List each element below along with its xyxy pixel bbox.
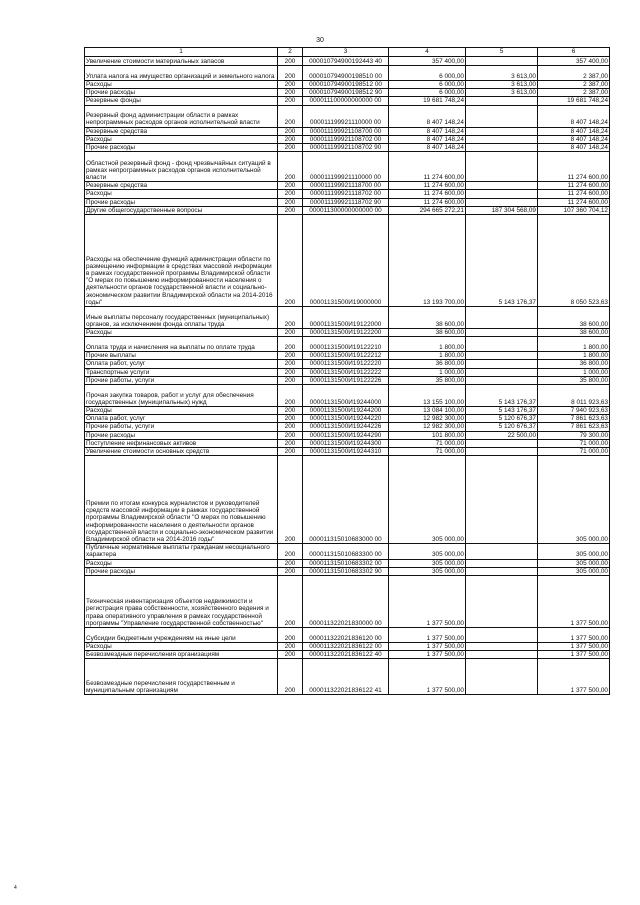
cell-budget-code: 00001131500И19244220 — [303, 415, 389, 423]
cell-approved: 71 000,00 — [389, 439, 466, 447]
cell-approved: 6 000,00 — [389, 81, 466, 89]
cell-executed — [466, 127, 538, 135]
cell-line-code: 200 — [278, 307, 303, 329]
cell-approved: 1 800,00 — [389, 352, 466, 360]
cell-name: Прочие работы, услуги — [85, 423, 278, 431]
cell-name: Прочая закупка товаров, работ и услуг для обеспечения государственных (муниципальных) нужд — [85, 385, 278, 407]
cell-budget-code: 000010794900198512 90 — [303, 89, 389, 97]
table-row — [85, 651, 610, 659]
cell-line-code: 200 — [278, 152, 303, 182]
cell-name: Транспортные услуги — [85, 368, 278, 376]
cell-budget-code: 00001131500И19244290 — [303, 431, 389, 439]
column-header-code: 2 — [278, 48, 303, 57]
cell-budget-code: 000011315010683302 90 — [303, 567, 389, 575]
cell-remaining: 19 681 748,24 — [538, 97, 610, 105]
cell-line-code: 200 — [278, 182, 303, 190]
cell-executed: 5 143 176,37 — [466, 215, 538, 307]
cell-budget-code: 00001131500И19122212 — [303, 352, 389, 360]
cell-approved: 38 600,00 — [389, 329, 466, 337]
cell-line-code: 200 — [278, 337, 303, 352]
cell-remaining: 36 800,00 — [538, 360, 610, 368]
table-row — [85, 66, 610, 81]
cell-approved: 11 274 600,00 — [389, 152, 466, 182]
cell-approved: 12 982 300,00 — [389, 415, 466, 423]
cell-executed — [466, 456, 538, 544]
table-row — [85, 407, 610, 415]
cell-budget-code: 000011199921108700 00 — [303, 127, 389, 135]
cell-executed — [466, 352, 538, 360]
cell-executed — [466, 448, 538, 456]
cell-approved: 13 193 700,00 — [389, 215, 466, 307]
cell-line-code: 200 — [278, 376, 303, 384]
cell-name: Расходы — [85, 407, 278, 415]
cell-name: Резервные фонды — [85, 97, 278, 105]
cell-budget-code: 000011199921118700 00 — [303, 182, 389, 190]
cell-executed: 5 120 676,37 — [466, 423, 538, 431]
cell-remaining: 8 407 148,24 — [538, 105, 610, 127]
cell-remaining: 11 274 600,00 — [538, 198, 610, 206]
cell-line-code: 200 — [278, 643, 303, 651]
table-body — [85, 57, 610, 695]
cell-line-code: 200 — [278, 544, 303, 559]
corner-mark: 4 — [14, 885, 17, 891]
cell-approved: 8 407 148,24 — [389, 135, 466, 143]
cell-budget-code: 000011322021836120 00 — [303, 628, 389, 643]
cell-executed — [466, 135, 538, 143]
cell-budget-code: 000011199921118702 90 — [303, 198, 389, 206]
cell-remaining: 7 940 923,63 — [538, 407, 610, 415]
cell-budget-code: 00001131500И19122200 — [303, 329, 389, 337]
cell-line-code: 200 — [278, 431, 303, 439]
cell-executed — [466, 329, 538, 337]
table-row — [85, 456, 610, 544]
table-header-row — [85, 48, 610, 57]
cell-budget-code: 00001131500И19122210 — [303, 337, 389, 352]
cell-executed — [466, 368, 538, 376]
cell-approved: 305 000,00 — [389, 456, 466, 544]
cell-name: Прочие расходы — [85, 89, 278, 97]
cell-remaining: 1 377 500,00 — [538, 576, 610, 628]
table-row — [85, 376, 610, 384]
cell-executed — [466, 544, 538, 559]
table-row — [85, 198, 610, 206]
cell-approved: 13 084 100,00 — [389, 407, 466, 415]
cell-executed — [466, 337, 538, 352]
cell-remaining: 2 387,00 — [538, 66, 610, 81]
cell-name: Резервные средства — [85, 182, 278, 190]
cell-line-code: 200 — [278, 415, 303, 423]
table-row — [85, 97, 610, 105]
cell-executed: 22 500,00 — [466, 431, 538, 439]
cell-name: Расходы — [85, 329, 278, 337]
table-row — [85, 215, 610, 307]
column-header-name: 1 — [85, 48, 278, 57]
cell-remaining: 79 300,00 — [538, 431, 610, 439]
table-row — [85, 337, 610, 352]
cell-name: Резервные средства — [85, 127, 278, 135]
cell-remaining: 1 800,00 — [538, 337, 610, 352]
cell-executed — [466, 559, 538, 567]
table-row — [85, 448, 610, 456]
cell-remaining: 8 407 148,24 — [538, 135, 610, 143]
cell-budget-code: 00001131500И19244226 — [303, 423, 389, 431]
table-row — [85, 144, 610, 152]
cell-executed — [466, 576, 538, 628]
cell-executed: 3 613,00 — [466, 89, 538, 97]
cell-remaining: 357 400,00 — [538, 57, 610, 66]
cell-remaining: 35 800,00 — [538, 376, 610, 384]
cell-budget-code: 000011315010683302 00 — [303, 559, 389, 567]
cell-budget-code: 000011322021836122 40 — [303, 651, 389, 659]
cell-remaining: 11 274 600,00 — [538, 190, 610, 198]
cell-line-code: 200 — [278, 352, 303, 360]
cell-approved: 11 274 600,00 — [389, 190, 466, 198]
cell-budget-code: 000011199921108702 90 — [303, 144, 389, 152]
cell-line-code: 200 — [278, 105, 303, 127]
cell-budget-code: 00001131500И19122220 — [303, 360, 389, 368]
cell-budget-code: 00001131500И19244310 — [303, 448, 389, 456]
cell-approved: 13 155 100,00 — [389, 385, 466, 407]
cell-executed — [466, 376, 538, 384]
cell-approved: 1 377 500,00 — [389, 628, 466, 643]
cell-budget-code: 000010794900198510 00 — [303, 66, 389, 81]
cell-executed — [466, 152, 538, 182]
table-row — [85, 307, 610, 329]
cell-remaining: 38 600,00 — [538, 307, 610, 329]
cell-name: Расходы — [85, 135, 278, 143]
cell-approved: 6 000,00 — [389, 66, 466, 81]
cell-line-code: 200 — [278, 81, 303, 89]
cell-approved: 101 800,00 — [389, 431, 466, 439]
cell-remaining: 1 377 500,00 — [538, 628, 610, 643]
cell-budget-code: 000011322021830000 00 — [303, 576, 389, 628]
cell-executed — [466, 57, 538, 66]
cell-name: Расходы — [85, 559, 278, 567]
cell-executed — [466, 643, 538, 651]
cell-line-code: 200 — [278, 97, 303, 105]
cell-budget-code: 000010794900198512 00 — [303, 81, 389, 89]
table-row — [85, 352, 610, 360]
cell-budget-code: 000011199921108702 00 — [303, 135, 389, 143]
cell-name: Расходы — [85, 643, 278, 651]
cell-budget-code: 000011100000000000 00 — [303, 97, 389, 105]
cell-remaining: 2 387,00 — [538, 81, 610, 89]
cell-executed: 5 143 176,37 — [466, 407, 538, 415]
table-row — [85, 127, 610, 135]
cell-name: Техническая инвентаризация объектов недвижимости и регистрация права собственности, хозяйственного ведения и права оперативного управления в рамках государственной программы "Управление государственной собственностью" — [85, 576, 278, 628]
cell-remaining: 71 000,00 — [538, 448, 610, 456]
cell-name: Поступление нефинансовых активов — [85, 439, 278, 447]
column-header-kbk: 3 — [303, 48, 389, 57]
table-row — [85, 431, 610, 439]
cell-name: Прочие расходы — [85, 198, 278, 206]
cell-line-code: 200 — [278, 628, 303, 643]
cell-remaining: 1 377 500,00 — [538, 643, 610, 651]
cell-budget-code: 000011315010683300 00 — [303, 544, 389, 559]
table-row — [85, 567, 610, 575]
cell-executed: 3 613,00 — [466, 66, 538, 81]
cell-executed — [466, 190, 538, 198]
cell-remaining: 1 000,00 — [538, 368, 610, 376]
column-header-remaining: 6 — [538, 48, 610, 57]
cell-executed — [466, 360, 538, 368]
cell-approved: 1 377 500,00 — [389, 643, 466, 651]
cell-budget-code: 00001131500И19244300 — [303, 439, 389, 447]
cell-line-code: 200 — [278, 651, 303, 659]
cell-name: Увеличение стоимости основных средств — [85, 448, 278, 456]
cell-executed — [466, 97, 538, 105]
cell-line-code: 200 — [278, 448, 303, 456]
cell-approved: 8 407 148,24 — [389, 144, 466, 152]
table-row — [85, 360, 610, 368]
cell-remaining: 2 387,00 — [538, 89, 610, 97]
table-row — [85, 439, 610, 447]
cell-line-code: 200 — [278, 659, 303, 695]
cell-budget-code: 00001131500И19000000 — [303, 215, 389, 307]
table-row — [85, 423, 610, 431]
cell-name: Расходы на обеспечение функций администрации области по размещению информации в средствах массовой информации в рамках государственной программы Владимирской области "О мерах по повышению информированности населения о деятельности органов государственной власти и социально-экономическом развитии Владимирской области на 2014-2016 годы" — [85, 215, 278, 307]
cell-approved: 1 000,00 — [389, 368, 466, 376]
cell-approved: 36 800,00 — [389, 360, 466, 368]
cell-executed — [466, 439, 538, 447]
table-row — [85, 57, 610, 66]
table-row — [85, 81, 610, 89]
table-row — [85, 105, 610, 127]
cell-line-code: 200 — [278, 89, 303, 97]
cell-line-code: 200 — [278, 360, 303, 368]
cell-line-code: 200 — [278, 407, 303, 415]
cell-executed — [466, 307, 538, 329]
cell-remaining: 1 377 500,00 — [538, 651, 610, 659]
cell-line-code: 200 — [278, 423, 303, 431]
cell-approved: 1 800,00 — [389, 337, 466, 352]
cell-line-code: 200 — [278, 215, 303, 307]
table-row — [85, 576, 610, 628]
cell-remaining: 38 600,00 — [538, 329, 610, 337]
cell-approved: 1 377 500,00 — [389, 576, 466, 628]
table-row — [85, 544, 610, 559]
cell-executed — [466, 651, 538, 659]
cell-line-code: 200 — [278, 385, 303, 407]
cell-budget-code: 00001131500И19122226 — [303, 376, 389, 384]
cell-remaining: 8 407 148,24 — [538, 127, 610, 135]
cell-budget-code: 000011322021836122 41 — [303, 659, 389, 695]
table-row — [85, 368, 610, 376]
table-row — [85, 182, 610, 190]
cell-name: Оплата работ, услуг — [85, 415, 278, 423]
cell-name: Уплата налога на имущество организаций и земельного налога — [85, 66, 278, 81]
table-row — [85, 643, 610, 651]
table-row — [85, 135, 610, 143]
cell-approved: 71 000,00 — [389, 448, 466, 456]
cell-remaining: 8 050 523,63 — [538, 215, 610, 307]
cell-approved: 305 000,00 — [389, 567, 466, 575]
cell-remaining: 11 274 600,00 — [538, 152, 610, 182]
cell-line-code: 200 — [278, 66, 303, 81]
cell-remaining: 71 000,00 — [538, 439, 610, 447]
cell-name: Расходы — [85, 190, 278, 198]
page-number: 30 — [316, 37, 324, 44]
cell-remaining: 11 274 600,00 — [538, 182, 610, 190]
cell-remaining: 1 800,00 — [538, 352, 610, 360]
cell-remaining: 305 000,00 — [538, 567, 610, 575]
cell-name: Прочие выплаты — [85, 352, 278, 360]
cell-budget-code: 000011315010683000 00 — [303, 456, 389, 544]
cell-remaining: 8 407 148,24 — [538, 144, 610, 152]
table-row — [85, 385, 610, 407]
cell-approved: 11 274 600,00 — [389, 182, 466, 190]
cell-executed — [466, 198, 538, 206]
cell-budget-code: 000011322021836122 00 — [303, 643, 389, 651]
cell-approved: 1 377 500,00 — [389, 651, 466, 659]
table-row — [85, 559, 610, 567]
cell-name: Другие общегосударственные вопросы — [85, 206, 278, 214]
cell-name: Безвозмездные перечисления государственным и муниципальным организациям — [85, 659, 278, 695]
cell-line-code: 200 — [278, 567, 303, 575]
cell-remaining: 8 011 923,63 — [538, 385, 610, 407]
cell-approved: 294 665 272,21 — [389, 206, 466, 214]
cell-approved: 11 274 600,00 — [389, 198, 466, 206]
cell-approved: 1 377 500,00 — [389, 659, 466, 695]
cell-executed — [466, 182, 538, 190]
cell-approved: 19 681 748,24 — [389, 97, 466, 105]
cell-executed — [466, 105, 538, 127]
cell-line-code: 200 — [278, 190, 303, 198]
cell-name: Увеличение стоимости материальных запасов — [85, 57, 278, 66]
cell-line-code: 200 — [278, 198, 303, 206]
table-row — [85, 190, 610, 198]
table-row — [85, 152, 610, 182]
cell-line-code: 200 — [278, 559, 303, 567]
cell-remaining: 7 861 623,63 — [538, 423, 610, 431]
cell-line-code: 200 — [278, 144, 303, 152]
cell-approved: 8 407 148,24 — [389, 105, 466, 127]
cell-name: Премии по итогам конкурса журналистов и руководителей средств массовой информации в рамках государственной программы Владимирской области "О мерах по повышению информированности населения о деятельности органов государственной власти и социально-экономическом развитии Владимирской области на 2014-2016 годы" — [85, 456, 278, 544]
cell-approved: 6 000,00 — [389, 89, 466, 97]
cell-budget-code: 00001131500И19244000 — [303, 385, 389, 407]
cell-budget-code: 00001131500И19122222 — [303, 368, 389, 376]
cell-remaining: 305 000,00 — [538, 544, 610, 559]
table-row — [85, 89, 610, 97]
cell-name: Резервный фонд администрации области в рамках непрограммных расходов органов исполнительной власти — [85, 105, 278, 127]
cell-name: Безвозмездные перечисления организациям — [85, 651, 278, 659]
cell-line-code: 200 — [278, 576, 303, 628]
cell-executed: 3 613,00 — [466, 81, 538, 89]
table-row — [85, 659, 610, 695]
cell-executed — [466, 659, 538, 695]
cell-budget-code: 000011199921110000 00 — [303, 152, 389, 182]
cell-approved: 305 000,00 — [389, 559, 466, 567]
cell-line-code: 200 — [278, 368, 303, 376]
cell-approved: 38 600,00 — [389, 307, 466, 329]
cell-name: Иные выплаты персоналу государственных (муниципальных) органов, за исключением фонда оплаты труда — [85, 307, 278, 329]
cell-approved: 357 400,00 — [389, 57, 466, 66]
cell-executed: 5 120 676,37 — [466, 415, 538, 423]
cell-approved: 8 407 148,24 — [389, 127, 466, 135]
cell-budget-code: 00001131500И19244200 — [303, 407, 389, 415]
cell-executed: 5 143 176,37 — [466, 385, 538, 407]
cell-remaining: 305 000,00 — [538, 456, 610, 544]
cell-line-code: 200 — [278, 127, 303, 135]
cell-remaining: 107 360 704,12 — [538, 206, 610, 214]
cell-line-code: 200 — [278, 456, 303, 544]
budget-execution-table — [84, 47, 610, 695]
cell-remaining: 305 000,00 — [538, 559, 610, 567]
table-row — [85, 415, 610, 423]
table-row — [85, 628, 610, 643]
cell-name: Прочие расходы — [85, 431, 278, 439]
cell-approved: 305 000,00 — [389, 544, 466, 559]
cell-approved: 35 800,00 — [389, 376, 466, 384]
cell-name: Прочие расходы — [85, 567, 278, 575]
cell-name: Публичные нормативные выплаты гражданам несоциального характера — [85, 544, 278, 559]
cell-executed — [466, 567, 538, 575]
cell-remaining: 7 861 623,63 — [538, 415, 610, 423]
cell-line-code: 200 — [278, 135, 303, 143]
cell-name: Расходы — [85, 81, 278, 89]
cell-name: Оплата труда и начисления на выплаты по оплате труда — [85, 337, 278, 352]
column-header-approved: 4 — [389, 48, 466, 57]
cell-line-code: 200 — [278, 439, 303, 447]
cell-name: Прочие расходы — [85, 144, 278, 152]
cell-executed: 187 304 568,09 — [466, 206, 538, 214]
cell-remaining: 1 377 500,00 — [538, 659, 610, 695]
cell-line-code: 200 — [278, 206, 303, 214]
cell-name: Оплата работ, услуг — [85, 360, 278, 368]
cell-approved: 12 982 300,00 — [389, 423, 466, 431]
table-row — [85, 206, 610, 214]
cell-budget-code: 00001131500И19122000 — [303, 307, 389, 329]
cell-budget-code: 000011199921118702 00 — [303, 190, 389, 198]
cell-line-code: 200 — [278, 329, 303, 337]
cell-name: Прочие работы, услуги — [85, 376, 278, 384]
cell-executed — [466, 144, 538, 152]
table-row — [85, 329, 610, 337]
cell-name: Областной резервный фонд - фонд чрезвычайных ситуаций в рамках непрограммных расходов органов исполнительной власти — [85, 152, 278, 182]
cell-line-code: 200 — [278, 57, 303, 66]
cell-name: Субсидии бюджетным учреждениям на иные цели — [85, 628, 278, 643]
column-header-executed: 5 — [466, 48, 538, 57]
cell-budget-code: 000011300000000000 00 — [303, 206, 389, 214]
cell-executed — [466, 628, 538, 643]
cell-budget-code: 000010794900192443 40 — [303, 57, 389, 66]
cell-budget-code: 000011199921110000 00 — [303, 105, 389, 127]
